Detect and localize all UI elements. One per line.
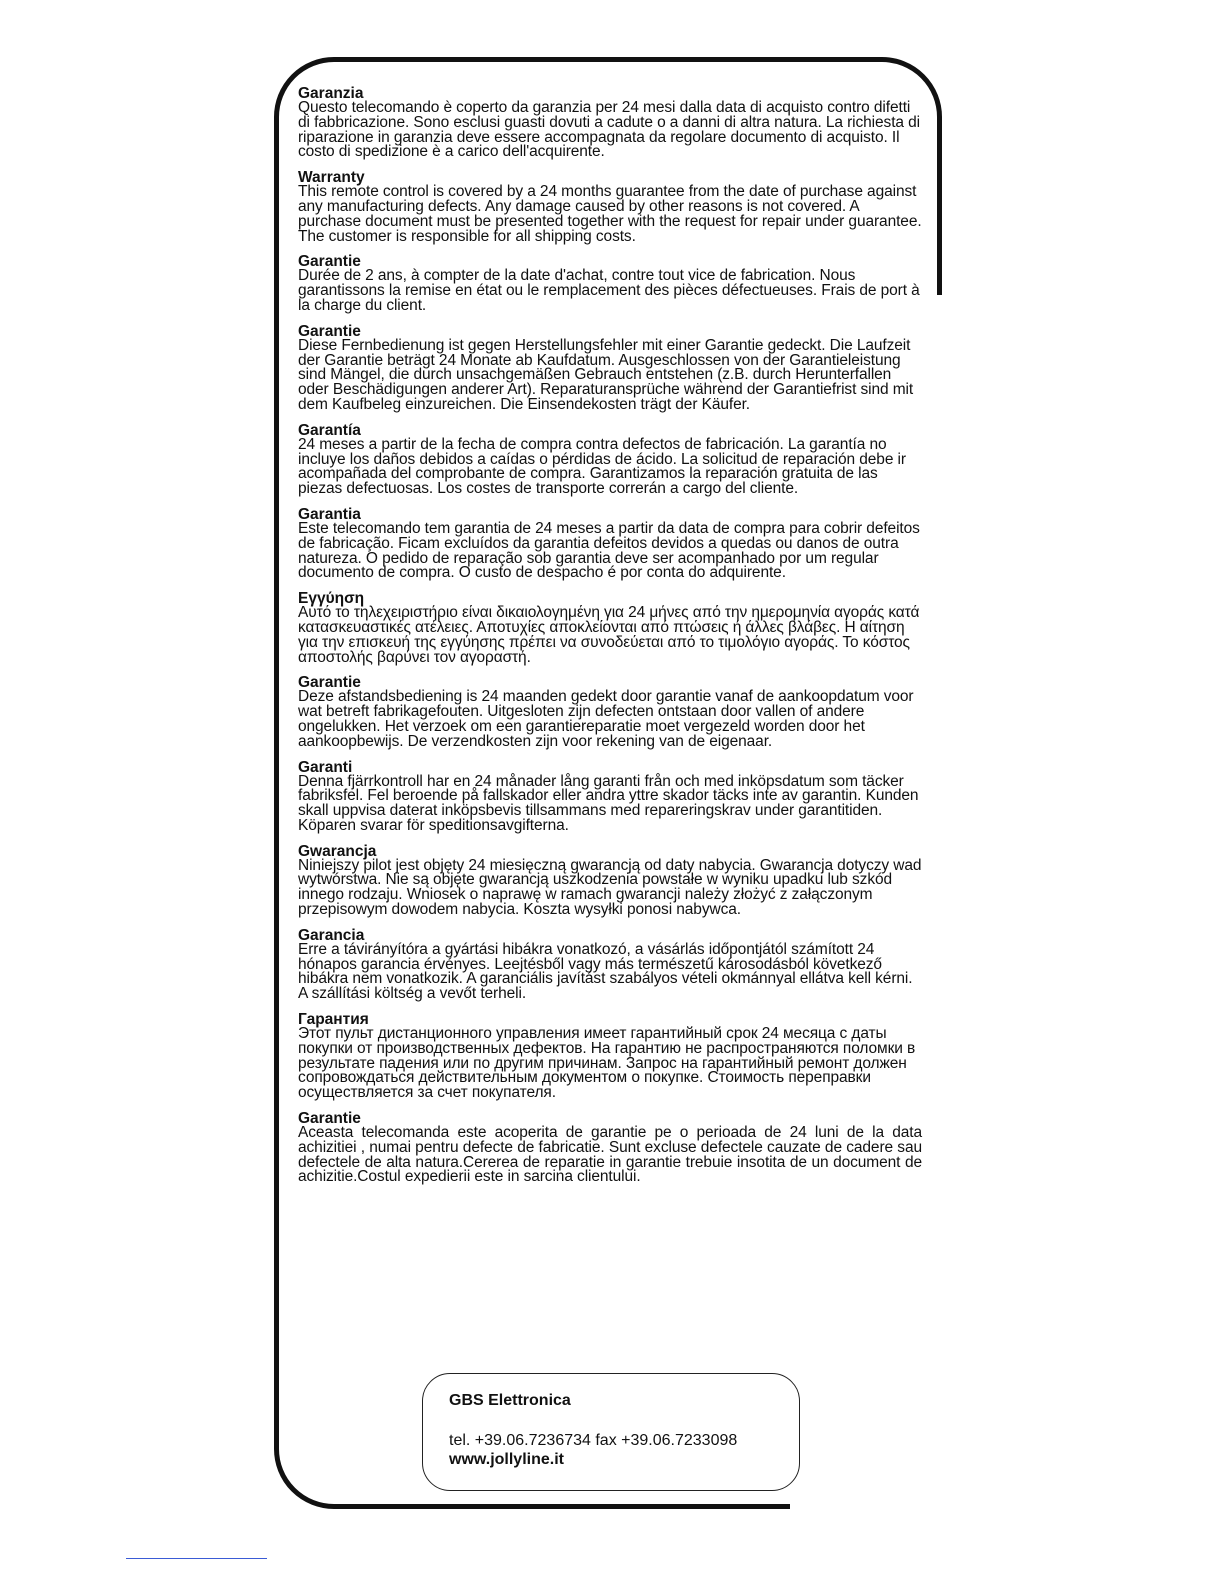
warranty-section-hu [298,928,922,1002]
section-title: Garanzia [298,85,364,102]
section-title: Εγγύηση [298,590,365,608]
section-title: Гарантия [298,1011,369,1029]
section-body: Αυτό το τηλεχειριστήριο είναι δικαιολογημένη για 24 μήνες από την ημερομηνία αγοράς κατά κατασκευαστικές ατέλειες. Αποτυχίες αποκλείονται από πτώσεις ή άλλες βλάβες. Η αίτηση για την επισκευή της εγγύησης πρέπει να συνοδεύεται από το τιμολόγιο αγοράς. Το κόστος αποστολής βαρύνει τον αγοραστή. [298,604,920,666]
section-body: Niniejszy pilot jest objęty 24 miesięczną gwarancją od daty nabycia. Gwarancja dotyczy wad wytwórstwa. Nie są objęte gwarancją uszkodzenia powstałe w wyniku upadku lub szkód innego rodzaju. Wniosek o naprawę w ramach gwarancji należy złożyć z załączonym przepisowym dowodem nabycia. Koszta wysyłki ponosi nabywca. [298,856,922,919]
section-body: Erre a távirányítóra a gyártási hibákra vonatkozó, a vásárlás időpontjától számított 24 hónapos garancia érvényes. Leejtésből vagy más természetű károsodásból következő hibákra nem vonatkozik. A garanciális javítást szabályos vételi okmánnyal ellátva kell kérni. A szállítási költség a vevőt terheli. [298,940,913,1003]
section-body: Этот пульт дистанционного управления имеет гарантийный срок 24 месяца с даты покупки от производственных дефектов. На гарантию не распространяются поломки в результате падения или по другим причинам. Запрос на гарантийный ремонт должен сопровождаться действительным документом о покупке. Стоимость переправки осуществляется за счет покупателя. [298,1025,916,1102]
section-title: Garantia [298,505,361,523]
section-body: Questo telecomando è coperto da garanzia per 24 mesi dalla data di acquisto contro difetti di fabbricazione. Sono esclusi guasti dovuti a cadute o a danni di altra natura. La richiesta di riparazione in garanzia deve essere accompagnata da regolare documento di acquisto. Il costo di spedizione è a carico dell'acquirente. [298,99,920,161]
phone-fax: tel. +39.06.7236734 fax +39.06.7233098 [449,1432,738,1449]
warranty-section-nl [298,675,922,749]
contact-box [422,1373,800,1491]
section-body: Diese Fernbedienung ist gegen Herstellungsfehler mit einer Garantie gedeckt. Die Laufzeit der Garantie beträgt 24 Monate ab Kaufdatum. Ausgeschlossen von der Garantieleistung sind Mängel, die durch unsachgemäßen Gebrauch entstehen (z.B. durch Herunterfallen oder Beschädigungen anderer Art). Reparaturansprüche während der Garantiefrist sind mit dem Kaufbeleg einzureichen. Die Einsendekosten trägt der Käufer. [298,336,914,413]
section-body: 24 meses a partir de la fecha de compra contra defectos de fabricación. La garantía no incluye los daños debidos a caídas o pérdidas de ácido. La solicitud de reparación debe ir acompañada del comprobante de compra. Garantizamos la reparación gratuita de las piezas defectuosas. Los costes de transporte correrán a cargo del cliente. [298,435,906,498]
warranty-section-en [298,170,922,244]
warranty-section-it [298,86,922,160]
warranty-section-es [298,423,922,497]
section-title: Warranty [298,169,365,187]
website-link[interactable]: www.jollyline.it [449,1451,564,1468]
section-title: Garantía [298,421,361,439]
warranty-text [298,86,922,1195]
section-body: Aceasta telecomanda este acoperita de garantie pe o perioada de 24 luni de la data achizitiei , numai pentru defecte de fabricatie. Sunt excluse defectele cauzate de cadere sau defectele de alta natura.Cererea de reparatie in garantie trebuie insotita de un document de achizitie.Costul expedierii este in sarcina clientului. [298,1124,922,1186]
section-body: Este telecomando tem garantia de 24 meses a partir da data de compra para cobrir defeitos de fabricação. Ficam excluídos da garantia defeitos devidos a quedas ou danos de outra natureza. O pedido de reparação sob garantia deve ser acompanhado por um regular documento de compra. O custo de despacho é por conta do adquirente. [298,519,920,582]
warranty-section-pt [298,507,922,581]
warranty-section-fr [298,254,922,313]
warranty-section-sv [298,760,922,834]
company-name: GBS Elettronica [449,1392,571,1409]
section-title: Garancia [298,926,365,944]
warranty-section-pl [298,844,922,918]
section-title: Garantie [298,253,361,271]
section-title: Garanti [298,758,353,776]
border-gap-right [935,295,955,1525]
section-title: Garantie [298,1110,361,1128]
section-body: Deze afstandsbediening is 24 maanden gedekt door garantie vanaf de aankoopdatum voor wat betreft fabrikagefouten. Uitgesloten zijn defecten ontstaan door vallen of andere ongelukken. Het verzoek om een garantiereparatie moet vergezeld worden door het aankoopbewijs. De verzendkosten zijn voor rekening van de eigenaar. [298,688,914,750]
warranty-section-ro [298,1111,922,1185]
section-body: Durée de 2 ans, à compter de la date d'achat, contre tout vice de fabrication. Nous garantissons la remise en état ou le remplacement des pièces défectueuses. Frais de port à la charge du client. [298,267,920,314]
warranty-section-de [298,324,922,413]
section-title: Garantie [298,322,361,340]
warranty-section-el [298,591,922,665]
section-title: Gwarancja [298,842,377,860]
section-title: Garantie [298,674,361,692]
footer-divider [126,1558,267,1559]
border-gap-bottom [790,1498,960,1518]
section-body: This remote control is covered by a 24 months guarantee from the date of purchase against any manufacturing defects. Any damage caused by other reasons is not covered. A purchase document must be presented together with the request for repair under guarantee. The customer is responsible for all shipping costs. [298,183,922,245]
section-body: Denna fjärrkontroll har en 24 månader lång garanti från och med inköpsdatum som täcker fabriksfel. Fel beroende på fallskador eller andra yttre skador täcks inte av garantin. Kunden skall uppvisa daterat inköpsbevis tillsammans med repareringskrav under garantitiden. Köparen svarar för speditionsavgifterna. [298,772,919,834]
warranty-section-ru [298,1012,922,1101]
